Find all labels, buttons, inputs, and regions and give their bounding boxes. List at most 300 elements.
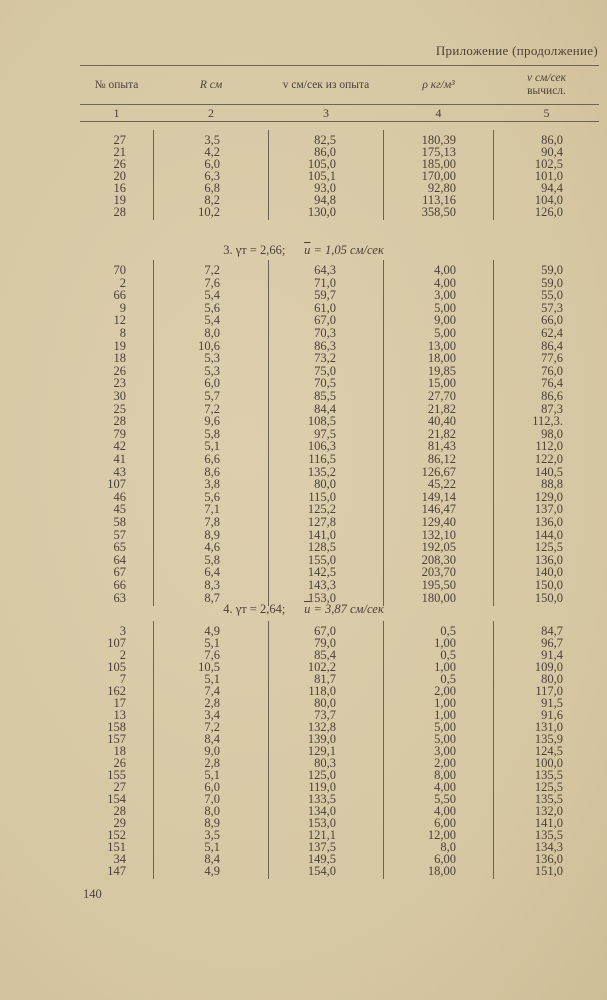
cell-density: 2,00 <box>434 684 456 698</box>
cell-density: 45,22 <box>427 477 456 492</box>
cell-velocity-computed: 98,0 <box>541 426 563 441</box>
table-row <box>80 745 599 757</box>
cell-velocity-experimental: 61,0 <box>314 300 336 315</box>
cell-experiment-number: 105 <box>107 660 126 674</box>
cell-experiment-number: 158 <box>107 720 126 734</box>
mean-velocity-symbol: $\overline{u}$ <box>304 243 311 257</box>
cell-velocity-experimental: 135,2 <box>307 464 336 479</box>
cell-experiment-number: 30 <box>113 389 126 403</box>
cell-velocity-computed: 151,0 <box>534 864 563 878</box>
cell-radius: 9,6 <box>204 414 220 429</box>
cell-velocity-experimental: 86,0 <box>314 145 336 159</box>
column-number-2: 2 <box>208 106 214 120</box>
cell-experiment-number: 28 <box>113 804 126 818</box>
cell-radius: 7,6 <box>204 648 220 662</box>
cell-velocity-computed: 91,5 <box>541 696 563 710</box>
cell-density: 1,00 <box>434 696 456 710</box>
cell-velocity-computed: 140,5 <box>534 464 563 479</box>
cell-radius: 5,3 <box>204 363 220 378</box>
cell-velocity-computed: 76,4 <box>541 376 563 391</box>
cell-density: 8,00 <box>434 768 456 782</box>
cell-radius: 9,0 <box>204 744 220 758</box>
cell-velocity-computed: 87,3 <box>541 401 563 416</box>
cell-density: 129,40 <box>421 515 456 529</box>
cell-velocity-experimental: 82,5 <box>314 133 336 147</box>
cell-experiment-number: 18 <box>113 744 126 758</box>
cell-velocity-computed: 109,0 <box>534 660 563 674</box>
header-experiment-number: № опыта <box>94 79 139 91</box>
cell-velocity-experimental: 153,0 <box>307 590 336 605</box>
cell-velocity-experimental: 118,0 <box>308 684 336 698</box>
cell-velocity-computed: 104,0 <box>534 193 563 207</box>
cell-radius: 7,2 <box>204 720 220 734</box>
cell-velocity-experimental: 86,3 <box>314 338 336 353</box>
cell-velocity-experimental: 134,0 <box>307 804 336 818</box>
cell-density: 18,00 <box>427 351 456 366</box>
cell-radius: 5,4 <box>204 288 220 303</box>
cell-radius: 4,9 <box>204 624 220 638</box>
cell-velocity-computed: 136,0 <box>534 852 563 866</box>
cell-velocity-experimental: 119,0 <box>308 780 336 794</box>
cell-velocity-computed: 144,0 <box>534 527 563 542</box>
table-row <box>80 428 599 440</box>
cell-experiment-number: 19 <box>113 193 126 207</box>
cell-density: 6,00 <box>434 852 456 866</box>
cell-velocity-computed: 134,3 <box>534 840 563 854</box>
cell-experiment-number: 17 <box>113 696 126 710</box>
table-row <box>80 841 599 853</box>
cell-velocity-computed: 137,0 <box>534 502 563 517</box>
table-row <box>80 516 599 528</box>
table-row <box>80 134 599 146</box>
table-row <box>80 289 599 301</box>
cell-velocity-experimental: 149,5 <box>307 852 336 866</box>
cell-density: 9,00 <box>434 313 456 328</box>
cell-velocity-computed: 55,0 <box>541 288 563 303</box>
cell-velocity-experimental: 127,8 <box>307 515 336 529</box>
cell-density: 4,00 <box>434 275 456 290</box>
cell-radius: 5,7 <box>204 389 220 403</box>
cell-experiment-number: 41 <box>113 452 126 466</box>
cell-velocity-computed: 66,0 <box>541 313 563 328</box>
cell-velocity-computed: 124,5 <box>534 744 563 758</box>
cell-density: 5,00 <box>434 300 456 315</box>
cell-experiment-number: 20 <box>113 169 126 183</box>
cell-radius: 3,5 <box>204 828 220 842</box>
cell-experiment-number: 107 <box>107 477 126 492</box>
cell-radius: 7,1 <box>204 502 220 517</box>
cell-experiment-number: 64 <box>113 552 126 567</box>
table-row <box>80 554 599 566</box>
table-row <box>80 661 599 673</box>
cell-radius: 8,4 <box>204 852 220 866</box>
column-number-3: 3 <box>323 106 329 120</box>
cell-density: 3,00 <box>434 288 456 303</box>
cell-velocity-computed: 112,3. <box>532 414 563 429</box>
cell-velocity-computed: 100,0 <box>534 756 563 770</box>
cell-radius: 5,8 <box>204 552 220 567</box>
cell-velocity-computed: 77,6 <box>541 351 563 366</box>
cell-experiment-number: 26 <box>113 363 126 378</box>
cell-velocity-experimental: 139,0 <box>307 732 336 746</box>
table-row <box>80 673 599 685</box>
cell-density: 170,00 <box>421 169 456 183</box>
cell-density: 3,00 <box>434 744 456 758</box>
cell-density: 185,00 <box>421 157 456 171</box>
table-row <box>80 793 599 805</box>
cell-velocity-computed: 131,0 <box>534 720 563 734</box>
cell-velocity-computed: 84,7 <box>541 624 563 638</box>
cell-velocity-experimental: 84,4 <box>314 401 336 416</box>
table-row <box>80 146 599 158</box>
cell-radius: 8,9 <box>204 816 220 830</box>
cell-velocity-experimental: 133,5 <box>307 792 336 806</box>
table-row <box>80 466 599 478</box>
cell-density: 4,00 <box>434 780 456 794</box>
cell-velocity-experimental: 116,5 <box>308 452 336 466</box>
cell-density: 358,50 <box>421 205 456 219</box>
table-row <box>80 529 599 541</box>
cell-experiment-number: 43 <box>113 464 126 479</box>
cell-experiment-number: 34 <box>113 852 126 866</box>
table-row <box>80 579 599 591</box>
table-row <box>80 415 599 427</box>
cell-density: 13,00 <box>427 338 456 353</box>
cell-experiment-number: 58 <box>113 515 126 529</box>
cell-experiment-number: 79 <box>113 426 126 441</box>
header-density: ρ кг/м³ <box>422 79 455 91</box>
cell-experiment-number: 42 <box>113 439 126 454</box>
table-row <box>80 733 599 745</box>
cell-velocity-computed: 136,0 <box>534 515 563 529</box>
table-row <box>80 829 599 841</box>
cell-velocity-experimental: 97,5 <box>314 426 336 441</box>
cell-density: 2,00 <box>434 756 456 770</box>
cell-density: 203,70 <box>421 565 456 580</box>
table-row <box>80 566 599 578</box>
cell-experiment-number: 29 <box>113 816 126 830</box>
cell-velocity-computed: 117,0 <box>535 684 563 698</box>
cell-velocity-experimental: 71,0 <box>314 275 336 290</box>
cell-density: 21,82 <box>427 426 456 441</box>
table-row <box>80 491 599 503</box>
cell-density: 5,00 <box>434 720 456 734</box>
cell-radius: 7,2 <box>204 263 220 277</box>
cell-experiment-number: 8 <box>119 326 126 340</box>
table-top-rule <box>80 65 599 66</box>
cell-velocity-experimental: 106,3 <box>307 439 336 454</box>
cell-velocity-computed: 91,6 <box>541 708 563 722</box>
cell-density: 149,14 <box>421 489 456 504</box>
cell-radius: 3,5 <box>204 133 220 147</box>
cell-velocity-experimental: 80,3 <box>314 756 336 770</box>
cell-density: 126,67 <box>421 464 456 479</box>
table-row <box>80 721 599 733</box>
cell-velocity-computed: 62,4 <box>541 326 563 340</box>
cell-velocity-experimental: 80,0 <box>314 477 336 492</box>
cell-velocity-computed: 59,0 <box>541 275 563 290</box>
cell-density: 0,5 <box>440 648 456 662</box>
cell-velocity-experimental: 64,3 <box>314 263 336 277</box>
cell-density: 180,39 <box>421 133 456 147</box>
table-row <box>80 302 599 314</box>
table-row <box>80 206 599 218</box>
cell-radius: 8,3 <box>204 578 220 592</box>
table-row <box>80 440 599 452</box>
cell-radius: 8,0 <box>204 804 220 818</box>
cell-velocity-experimental: 115,0 <box>308 489 336 504</box>
cell-experiment-number: 25 <box>113 401 126 416</box>
running-head: Приложение (продолжение) <box>435 43 598 58</box>
cell-velocity-computed: 101,0 <box>534 169 563 183</box>
column-number-rule <box>80 121 599 122</box>
cell-velocity-computed: 90,4 <box>541 145 563 159</box>
cell-radius: 10,6 <box>198 338 220 353</box>
cell-experiment-number: 107 <box>107 636 126 650</box>
cell-experiment-number: 157 <box>107 732 126 746</box>
cell-density: 1,00 <box>434 660 456 674</box>
table-row <box>80 170 599 182</box>
cell-velocity-experimental: 132,8 <box>307 720 336 734</box>
cell-velocity-computed: 126,0 <box>534 205 563 219</box>
cell-experiment-number: 65 <box>113 540 126 555</box>
cell-velocity-experimental: 130,0 <box>307 205 336 219</box>
cell-velocity-experimental: 137,5 <box>307 840 336 854</box>
cell-experiment-number: 27 <box>113 780 126 794</box>
cell-experiment-number: 16 <box>113 181 126 195</box>
cell-experiment-number: 2 <box>119 275 126 290</box>
cell-density: 6,00 <box>434 816 456 830</box>
table-row <box>80 865 599 877</box>
header-velocity-computed-sub: вычисл. <box>527 85 566 97</box>
table-row <box>80 805 599 817</box>
header-velocity-experimental: v см/сек из опыта <box>282 79 370 91</box>
cell-radius: 6,0 <box>204 780 220 794</box>
cell-density: 175,13 <box>421 145 456 159</box>
cell-velocity-computed: 150,0 <box>534 590 563 605</box>
cell-experiment-number: 46 <box>113 489 126 504</box>
cell-density: 27,70 <box>427 389 456 403</box>
cell-radius: 3,4 <box>204 708 220 722</box>
cell-velocity-experimental: 142,5 <box>307 565 336 580</box>
table-row <box>80 453 599 465</box>
cell-radius: 8,6 <box>204 464 220 479</box>
table-row <box>80 377 599 389</box>
cell-density: 208,30 <box>421 552 456 567</box>
cell-density: 4,00 <box>434 263 456 277</box>
cell-experiment-number: 26 <box>113 756 126 770</box>
cell-radius: 8,9 <box>204 527 220 542</box>
table-row <box>80 697 599 709</box>
cell-velocity-computed: 91,4 <box>541 648 563 662</box>
cell-radius: 8,0 <box>204 326 220 340</box>
cell-velocity-computed: 135,5 <box>534 768 563 782</box>
table-row <box>80 264 599 276</box>
table-row <box>80 817 599 829</box>
cell-velocity-computed: 102,5 <box>534 157 563 171</box>
cell-radius: 7,8 <box>204 515 220 529</box>
cell-velocity-experimental: 153,0 <box>307 816 336 830</box>
table-row <box>80 541 599 553</box>
cell-experiment-number: 151 <box>107 840 126 854</box>
section-caption <box>0 602 607 617</box>
table-row <box>80 757 599 769</box>
cell-velocity-experimental: 108,5 <box>307 414 336 429</box>
cell-experiment-number: 13 <box>113 708 126 722</box>
table-row <box>80 390 599 402</box>
cell-experiment-number: 155 <box>107 768 126 782</box>
cell-experiment-number: 147 <box>107 864 126 878</box>
cell-experiment-number: 7 <box>119 672 126 686</box>
cell-radius: 5,8 <box>204 426 220 441</box>
cell-velocity-experimental: 73,7 <box>314 708 336 722</box>
cell-density: 12,00 <box>427 828 456 842</box>
table-row <box>80 769 599 781</box>
table-row <box>80 327 599 339</box>
cell-velocity-computed: 94,4 <box>541 181 563 195</box>
cell-radius: 4,9 <box>204 864 220 878</box>
cell-velocity-computed: 132,0 <box>534 804 563 818</box>
table-row <box>80 781 599 793</box>
cell-velocity-experimental: 125,0 <box>307 768 336 782</box>
cell-experiment-number: 9 <box>119 300 126 315</box>
cell-density: 0,5 <box>440 624 456 638</box>
cell-velocity-experimental: 102,2 <box>307 660 336 674</box>
cell-radius: 2,8 <box>204 756 220 770</box>
table-row <box>80 637 599 649</box>
cell-velocity-experimental: 154,0 <box>307 864 336 878</box>
cell-velocity-computed: 140,0 <box>534 565 563 580</box>
table-row <box>80 182 599 194</box>
table-row <box>80 403 599 415</box>
cell-radius: 6,0 <box>204 157 220 171</box>
cell-radius: 5,1 <box>204 840 220 854</box>
cell-experiment-number: 3 <box>119 624 126 638</box>
cell-experiment-number: 63 <box>113 590 126 605</box>
cell-velocity-computed: 96,7 <box>541 636 563 650</box>
cell-experiment-number: 57 <box>113 527 126 542</box>
cell-velocity-computed: 86,6 <box>541 389 563 403</box>
cell-density: 4,00 <box>434 804 456 818</box>
table-row <box>80 625 599 637</box>
cell-velocity-experimental: 121,1 <box>307 828 336 842</box>
table-row <box>80 685 599 697</box>
cell-velocity-computed: 88,8 <box>541 477 563 492</box>
column-number-1: 1 <box>113 106 120 120</box>
cell-radius: 6,3 <box>204 169 220 183</box>
cell-radius: 4,2 <box>204 145 220 159</box>
cell-velocity-experimental: 129,1 <box>307 744 336 758</box>
cell-experiment-number: 27 <box>113 133 126 147</box>
cell-velocity-computed: 112,0 <box>535 439 563 454</box>
cell-experiment-number: 2 <box>119 648 126 662</box>
caption-prefix: 3. γт = 2,66; <box>223 243 286 257</box>
cell-experiment-number: 19 <box>113 338 126 353</box>
cell-density: 192,05 <box>421 540 456 555</box>
cell-velocity-computed: 150,0 <box>534 578 563 592</box>
cell-velocity-experimental: 70,3 <box>314 326 336 340</box>
table-row <box>80 709 599 721</box>
cell-experiment-number: 66 <box>113 288 126 303</box>
cell-radius: 6,6 <box>204 452 220 466</box>
section-caption <box>0 243 607 258</box>
cell-radius: 7,2 <box>204 401 220 416</box>
cell-experiment-number: 28 <box>113 414 126 429</box>
cell-density: 0,5 <box>440 672 456 686</box>
cell-velocity-experimental: 85,5 <box>314 389 336 403</box>
table-row <box>80 478 599 490</box>
cell-velocity-experimental: 73,2 <box>314 351 336 366</box>
cell-radius: 4,6 <box>204 540 220 555</box>
table-row <box>80 649 599 661</box>
cell-velocity-computed: 122,0 <box>534 452 563 466</box>
cell-velocity-experimental: 85,4 <box>314 648 336 662</box>
cell-experiment-number: 26 <box>113 157 126 171</box>
cell-density: 92,80 <box>427 181 456 195</box>
table-row <box>80 194 599 206</box>
cell-experiment-number: 18 <box>113 351 126 366</box>
cell-velocity-experimental: 79,0 <box>314 636 336 650</box>
cell-experiment-number: 45 <box>113 502 126 517</box>
cell-radius: 6,4 <box>204 565 220 580</box>
cell-velocity-computed: 135,9 <box>534 732 563 746</box>
cell-experiment-number: 23 <box>113 376 126 391</box>
cell-radius: 8,2 <box>204 193 220 207</box>
header-radius: R см <box>199 79 223 91</box>
cell-experiment-number: 12 <box>113 313 126 328</box>
cell-density: 19,85 <box>427 363 456 378</box>
cell-radius: 8,4 <box>204 732 220 746</box>
table-row <box>80 277 599 289</box>
cell-velocity-experimental: 105,1 <box>307 169 336 183</box>
cell-velocity-computed: 135,5 <box>534 792 563 806</box>
table-row <box>80 352 599 364</box>
cell-density: 18,00 <box>427 864 456 878</box>
cell-radius: 3,8 <box>204 477 220 492</box>
cell-experiment-number: 70 <box>113 263 126 277</box>
cell-experiment-number: 21 <box>113 145 126 159</box>
cell-velocity-computed: 86,4 <box>541 338 563 353</box>
cell-velocity-experimental: 67,0 <box>314 313 336 328</box>
cell-radius: 5,3 <box>204 351 220 366</box>
cell-density: 195,50 <box>421 578 456 592</box>
cell-velocity-experimental: 80,0 <box>314 696 336 710</box>
cell-velocity-experimental: 128,5 <box>307 540 336 555</box>
cell-density: 5,00 <box>434 326 456 340</box>
cell-experiment-number: 66 <box>113 578 126 592</box>
table-row <box>80 340 599 352</box>
table-row <box>80 853 599 865</box>
table-row <box>80 503 599 515</box>
cell-velocity-experimental: 81,7 <box>314 672 336 686</box>
cell-velocity-experimental: 75,0 <box>314 363 336 378</box>
cell-density: 21,82 <box>427 401 456 416</box>
cell-velocity-experimental: 93,0 <box>314 181 336 195</box>
cell-velocity-experimental: 125,2 <box>307 502 336 517</box>
cell-density: 15,00 <box>427 376 456 391</box>
table-row <box>80 158 599 170</box>
cell-density: 1,00 <box>434 708 456 722</box>
cell-radius: 7,4 <box>204 684 220 698</box>
cell-velocity-experimental: 143,3 <box>307 578 336 592</box>
cell-radius: 6,0 <box>204 376 220 391</box>
header-velocity-computed: v см/сек <box>526 72 567 84</box>
table-row <box>80 365 599 377</box>
cell-density: 40,40 <box>427 414 456 429</box>
cell-radius: 5,6 <box>204 300 220 315</box>
page-number: 140 <box>83 887 102 901</box>
header-rule <box>80 104 599 105</box>
